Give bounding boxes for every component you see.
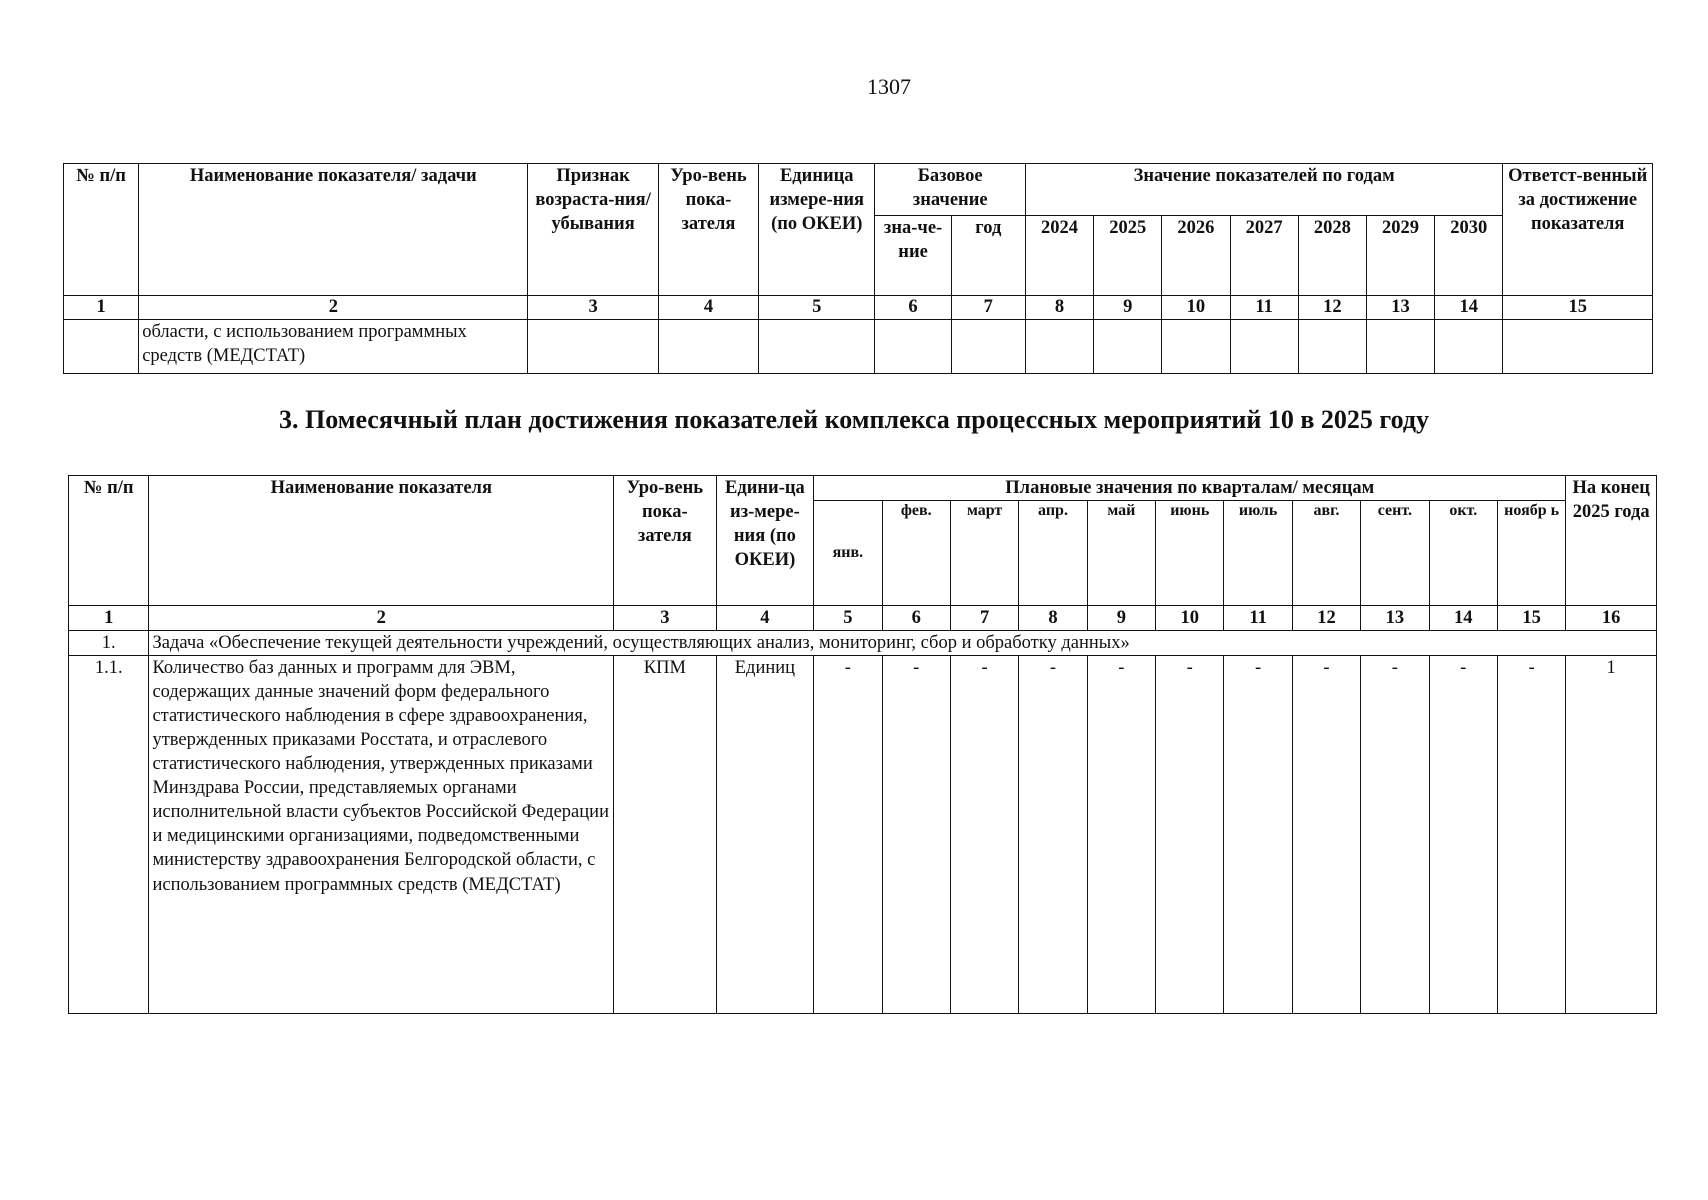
header-num: № п/п — [69, 476, 149, 606]
monthly-value: - — [882, 656, 950, 1014]
column-number: 8 — [1025, 296, 1093, 320]
monthly-plan-table — [68, 475, 1657, 1014]
header-unit: Единица измере-ния (по ОКЕИ) — [759, 164, 875, 296]
page-number: 1307 — [867, 74, 911, 99]
column-number: 13 — [1361, 606, 1429, 631]
indicator-name: Количество баз данных и программ для ЭВМ, содержащих данные значений форм федерального статистического наблюдения в сфере здравоохранения, утвержденных приказами Росстата, и отраслевого статистического наблюдения, утвержденных приказами Минздрава России, представляемых органами исполнительной власти субъектов Российской Федерации и медицинскими организациями, подведомственными министерству здравоохранения Белгородской области, с использованием программных средств (МЕДСТАТ) — [149, 656, 614, 1014]
header-num: № п/п — [64, 164, 139, 296]
column-number: 14 — [1435, 296, 1503, 320]
column-number: 15 — [1503, 296, 1653, 320]
monthly-value: - — [1087, 656, 1155, 1014]
header-level: Уро-вень пока-зателя — [614, 476, 717, 606]
header-month: янв. — [814, 501, 882, 606]
indicators-by-year-table — [63, 163, 1653, 374]
column-number: 11 — [1224, 606, 1292, 631]
column-number: 8 — [1019, 606, 1087, 631]
column-number: 3 — [614, 606, 717, 631]
indicator-number: 1.1. — [69, 656, 149, 1014]
task-row — [69, 631, 1657, 656]
column-number: 9 — [1087, 606, 1155, 631]
column-number: 16 — [1566, 606, 1657, 631]
column-number: 15 — [1497, 606, 1565, 631]
header-month: июль — [1224, 501, 1292, 606]
indicator-level: КПМ — [614, 656, 717, 1014]
header-month: сент. — [1361, 501, 1429, 606]
column-number: 4 — [658, 296, 758, 320]
header-planned-values: Плановые значения по кварталам/ месяцам — [814, 476, 1566, 501]
column-number: 2 — [149, 606, 614, 631]
indicator-name-continuation: области, с использованием программных средств (МЕДСТАТ) — [139, 320, 528, 374]
monthly-value: - — [1156, 656, 1224, 1014]
monthly-value: - — [1497, 656, 1565, 1014]
header-responsible: Ответст-венный за достижение показателя — [1503, 164, 1653, 296]
monthly-value: - — [1019, 656, 1087, 1014]
column-number: 1 — [69, 606, 149, 631]
header-year: 2025 — [1094, 216, 1162, 296]
column-number: 2 — [139, 296, 528, 320]
header-year: 2030 — [1435, 216, 1503, 296]
header-level: Уро-вень пока-зателя — [658, 164, 758, 296]
column-number: 10 — [1162, 296, 1230, 320]
header-base-value: зна-че-ние — [875, 216, 951, 296]
column-number: 13 — [1366, 296, 1434, 320]
column-number: 1 — [64, 296, 139, 320]
header-month: июнь — [1156, 501, 1224, 606]
header-unit: Едини-ца из-мере-ния (по ОКЕИ) — [716, 476, 814, 606]
header-name: Наименование показателя/ задачи — [139, 164, 528, 296]
monthly-value: - — [950, 656, 1018, 1014]
table-row — [64, 320, 1653, 374]
header-base-year: год — [951, 216, 1025, 296]
column-number: 14 — [1429, 606, 1497, 631]
column-number: 5 — [814, 606, 882, 631]
header-month: март — [950, 501, 1018, 606]
header-year: 2027 — [1230, 216, 1298, 296]
header-month: авг. — [1292, 501, 1360, 606]
column-number: 12 — [1298, 296, 1366, 320]
header-year: 2026 — [1162, 216, 1230, 296]
monthly-value: - — [814, 656, 882, 1014]
indicator-unit: Единиц — [716, 656, 814, 1014]
column-number: 7 — [951, 296, 1025, 320]
task-number: 1. — [69, 631, 149, 656]
column-number: 6 — [875, 296, 951, 320]
end-of-year-value: 1 — [1566, 656, 1657, 1014]
header-month: май — [1087, 501, 1155, 606]
column-number: 5 — [759, 296, 875, 320]
column-number: 3 — [528, 296, 658, 320]
header-end-of-year: На конец 2025 года — [1566, 476, 1657, 606]
header-year: 2024 — [1025, 216, 1093, 296]
header-sign: Признак возраста-ния/ убывания — [528, 164, 658, 296]
column-number: 9 — [1094, 296, 1162, 320]
column-number: 4 — [716, 606, 814, 631]
section-title: 3. Помесячный план достижения показателей комплекса процессных мероприятий 10 в 2025 году — [279, 405, 1429, 434]
header-base: Базовое значение — [875, 164, 1025, 216]
header-year: 2029 — [1366, 216, 1434, 296]
header-name: Наименование показателя — [149, 476, 614, 606]
column-number: 7 — [950, 606, 1018, 631]
table-row — [69, 656, 1657, 1014]
column-number: 11 — [1230, 296, 1298, 320]
header-month: ноябр ь — [1497, 501, 1565, 606]
column-number: 6 — [882, 606, 950, 631]
header-month: апр. — [1019, 501, 1087, 606]
task-text: Задача «Обеспечение текущей деятельности учреждений, осуществляющих анализ, мониторинг, сбор и обработку данных» — [149, 631, 1657, 656]
column-number: 12 — [1292, 606, 1360, 631]
monthly-value: - — [1361, 656, 1429, 1014]
header-month: окт. — [1429, 501, 1497, 606]
header-values-by-year: Значение показателей по годам — [1025, 164, 1503, 216]
monthly-value: - — [1224, 656, 1292, 1014]
monthly-value: - — [1292, 656, 1360, 1014]
header-month: фев. — [882, 501, 950, 606]
column-number: 10 — [1156, 606, 1224, 631]
monthly-value: - — [1429, 656, 1497, 1014]
header-year: 2028 — [1298, 216, 1366, 296]
